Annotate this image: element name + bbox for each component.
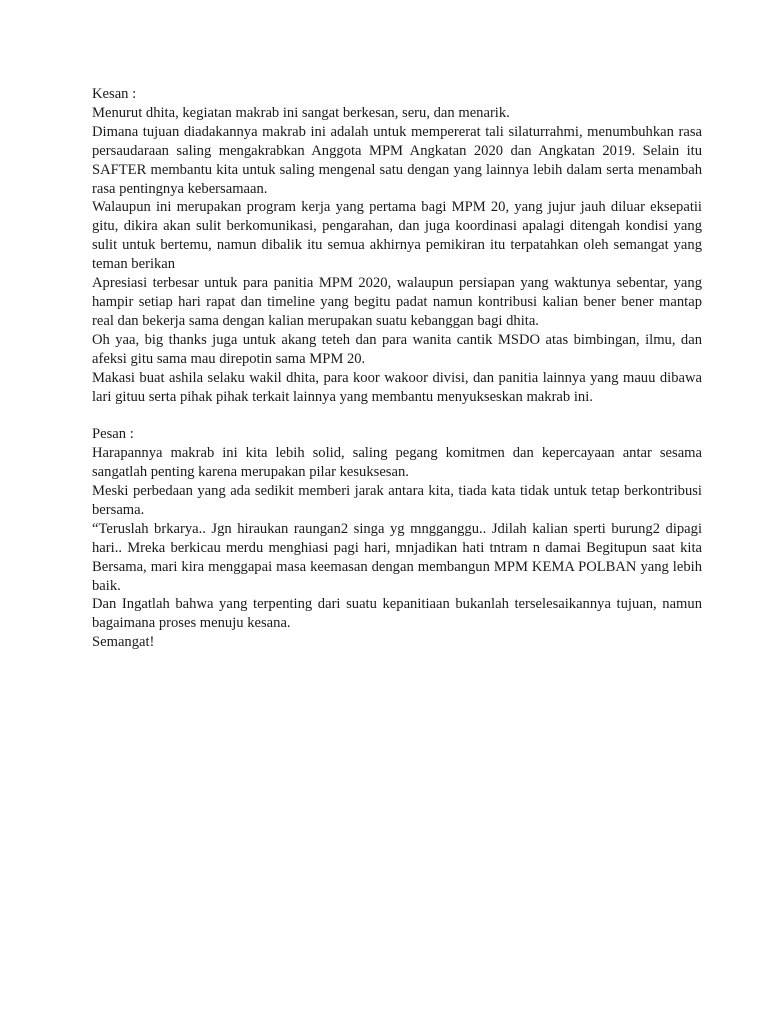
kesan-section	[92, 85, 702, 406]
pesan-section	[92, 425, 702, 652]
pesan-paragraph-3: “Teruslah brkarya.. Jgn hiraukan raungan2 singa yg mngganggu.. Jdilah kalian sperti burung2 dipagi hari.. Mreka berkicau merdu menghiasi pagi hari, mnjadikan hati tntram n damai Begitupun saat kita Bersama, mari kira menggapai masa keemasan dengan membangun MPM KEMA POLBAN yang lebih baik.	[92, 520, 702, 594]
kesan-paragraph-2: Dimana tujuan diadakannya makrab ini adalah untuk mempererat tali silaturrahmi, menumbuhkan rasa persaudaraan saling mengakrabkan Anggota MPM Angkatan 2020 dan Angkatan 2019. Selain itu SAFTER membantu kita untuk saling mengenal satu dengan yang lainnya lebih dalam serta menambah rasa pentingnya kebersamaan.	[92, 123, 702, 197]
pesan-paragraph-1: Harapannya makrab ini kita lebih solid, saling pegang komitmen dan kepercayaan antar sesama sangatlah penting karena merupakan pilar kesuksesan.	[92, 445, 702, 481]
pesan-heading: Pesan :	[92, 426, 134, 443]
kesan-paragraph-1: Menurut dhita, kegiatan makrab ini sangat berkesan, seru, dan menarik.	[92, 104, 510, 121]
kesan-paragraph-4: Apresiasi terbesar untuk para panitia MPM 2020, walaupun persiapan yang waktunya sebentar, yang hampir setiap hari rapat dan timeline yang begitu padat namun kontribusi kalian bener bener mantap real dan bekerja sama dengan kalian merupakan suatu kebanggan bagi dhita.	[92, 275, 702, 329]
section-spacer	[92, 406, 702, 425]
kesan-heading: Kesan :	[92, 86, 137, 102]
pesan-paragraph-2: Meski perbedaan yang ada sedikit memberi jarak antara kita, tiada kata tidak untuk tetap berkontribusi bersama.	[92, 483, 702, 518]
pesan-closing: Semangat!	[92, 634, 155, 651]
kesan-paragraph-5: Oh yaa, big thanks juga untuk akang teteh dan para wanita cantik MSDO atas bimbingan, ilmu, dan afeksi gitu sama mau direpotin sama MPM 20.	[92, 331, 702, 367]
pesan-paragraph-4: Dan Ingatlah bahwa yang terpenting dari suatu kepanitiaan bukanlah terselesaikannya tujuan, namun bagaimana proses menuju kesana.	[92, 596, 702, 632]
kesan-paragraph-6: Makasi buat ashila selaku wakil dhita, para koor wakoor divisi, dan panitia lainnya yang mauu dibawa lari gituu serta pihak pihak terkait lainnya yang membantu menyukseskan makrab ini.	[92, 369, 702, 405]
kesan-paragraph-3: Walaupun ini merupakan program kerja yang pertama bagi MPM 20, yang jujur jauh diluar eksepatii gitu, dikira akan sulit berkomunikasi, pengarahan, dan juga koordinasi apalagi ditengah kondisi yang sulit untuk bertemu, namun dibalik itu semua akhirnya pemikiran itu terpatahkan oleh semangat yang teman berikan	[92, 199, 702, 273]
document-page	[92, 85, 702, 652]
